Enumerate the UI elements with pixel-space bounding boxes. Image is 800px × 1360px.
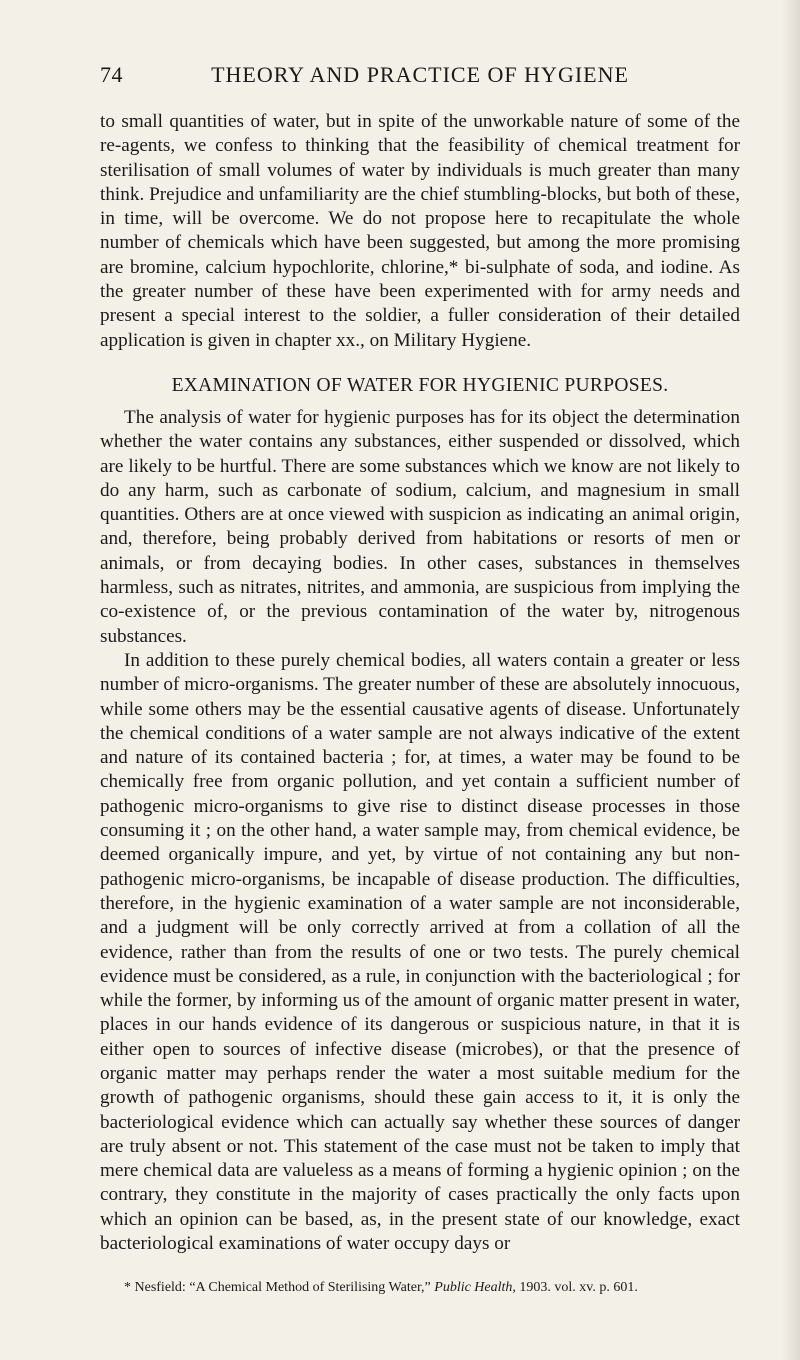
page-edge-shadow — [782, 0, 800, 1360]
paragraph-continued: to small quantities of water, but in spite of the unworkable nature of some of the re-agents, we confess to thinking that the feasibility of chemical treatment for sterilisation of small volumes of water by individuals is much greater than many think. Prejudice and unfamiliarity are the chief stumbling-blocks, but both of these, in time, will be overcome. We do not propose here to recapitulate the whole number of chemicals which have been suggested, but among the more promising are bromine, calcium hypochlorite, chlorine,* bi-sulphate of soda, and iodine. As the greater number of these have been experimented with for army needs and present a special interest to the soldier, a fuller consideration of their detailed application is given in chapter xx., on Military Hygiene. — [100, 111, 740, 351]
footnote-citation: 1903. vol. xv. p. 601. — [515, 1280, 638, 1295]
page-number: 74 — [100, 62, 123, 87]
footnote-journal: Public Health, — [434, 1280, 516, 1295]
running-title: THEORY AND PRACTICE OF HYGIENE — [211, 62, 629, 87]
body-text — [100, 110, 740, 1256]
footnote — [100, 1278, 740, 1297]
section-heading: EXAMINATION OF WATER FOR HYGIENIC PURPOSES. — [171, 374, 669, 396]
running-head — [100, 62, 740, 92]
paragraph-micro-organisms: In addition to these purely chemical bodies, all waters contain a greater or less number of micro-organisms. The greater number of these are absolutely innocuous, while some others may be the essential causative agents of disease. Unfortunately the chemical conditions of a water sample are not always indicative of the extent and nature of its contained bacteria ; for, at times, a water may be found to be chemically free from organic pollution, and yet contain a sufficient number of pathogenic micro-organisms to give rise to distinct disease processes in those consuming it ; on the other hand, a water sample may, from chemical evidence, be deemed organically impure, and yet, by virtue of not containing any but non-pathogenic micro-organisms, be incapable of disease production. The difficulties, therefore, in the hygienic examination of a water sample are not inconsiderable, and a judgment will be only correctly arrived at from a collation of all the evidence, rather than from the results of one or two tests. The purely chemical evidence must be considered, as a rule, in conjunction with the bacteriological ; for while the former, by informing us of the amount of organic matter present in water, places in our hands evidence of its dangerous or suspicious nature, in that it is either open to sources of infective disease (microbes), or that the presence of organic matter may perhaps render the water a most suitable medium for the growth of pathogenic organisms, should these gain access to it, it is only the bacteriological evidence which can actually say whether these sources of danger are truly absent or not. This statement of the case must not be taken to imply that mere chemical data are valueless as a means of forming a hygienic opinion ; on the contrary, they constitute in the majority of cases practically the only facts upon which an opinion can be based, as, in the present state of our knowledge, exact bacteriological examinations of water occupy days or — [100, 649, 740, 1255]
paragraph-analysis: The analysis of water for hygienic purposes has for its object the determination whether the water contains any substances, either suspended or dissolved, which are likely to be hurtful. There are some substances which we know are not likely to do any harm, such as carbonate of sodium, calcium, and magnesium in small quantities. Others are at once viewed with suspicion as indicating an animal origin, and, therefore, being probably derived from habitations or resorts of men or animals, or from decaying bodies. In other cases, substances in themselves harmless, such as nitrates, nitrites, and ammonia, are suspicious from implying the co-existence of, or the previous contamination of the water by, nitrogenous substances. — [100, 406, 740, 647]
footnote-text: * Nesfield: “A Chemical Method of Sterilising Water,” — [124, 1280, 435, 1295]
